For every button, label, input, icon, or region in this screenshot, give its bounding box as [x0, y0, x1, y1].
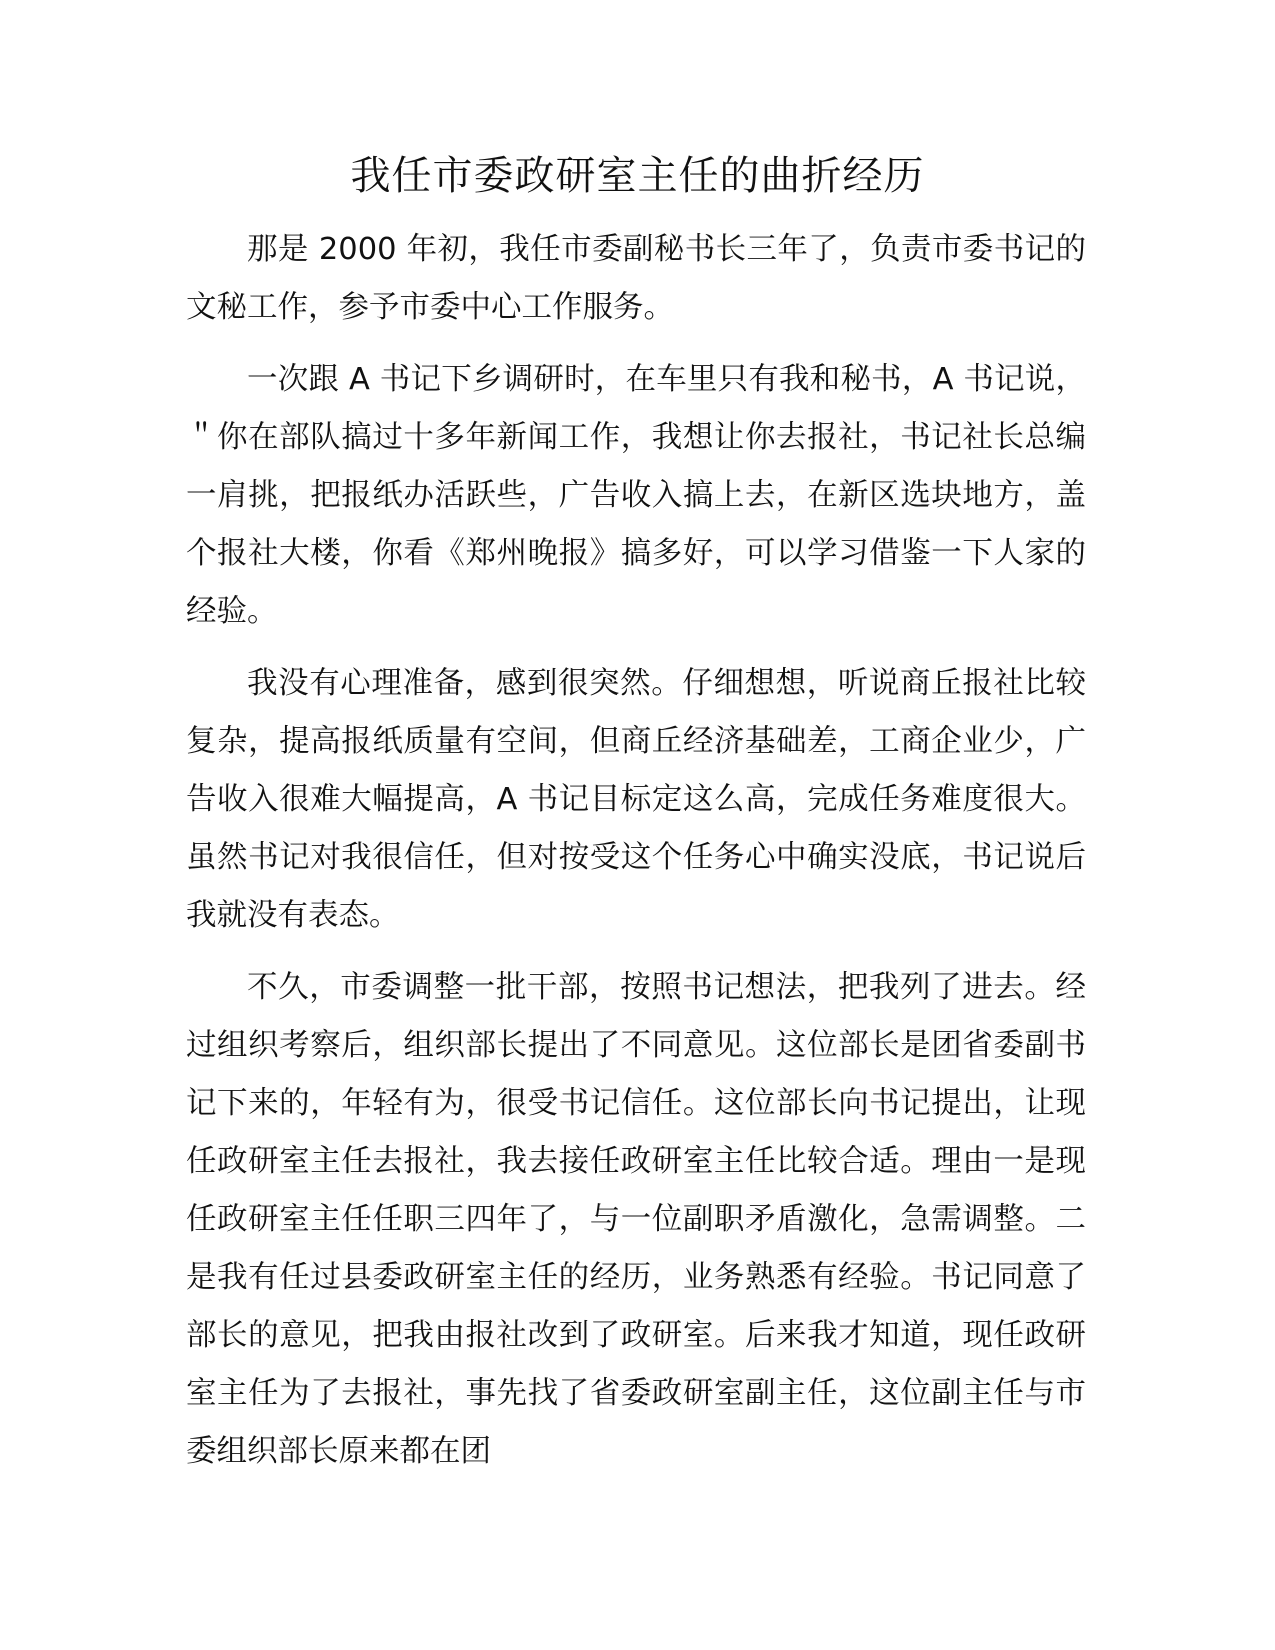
paragraph-1: 那是 2000 年初，我任市委副秘书长三年了，负责市委书记的文秘工作，参予市委中心工作服务。 — [186, 232, 1086, 325]
paragraph-4: 不久，市委调整一批干部，按照书记想法，把我列了进去。经过组织考察后，组织部长提出了不同意见。这位部长是团省委副书记下来的，年轻有为，很受书记信任。这位部长向书记提出，让现任政研室主任去报社，我去接任政研室主任比较合适。理由一是现任政研室主任任职三四年了，与一位副职矛盾激化，急需调整。二是我有任过县委政研室主任的经历，业务熟悉有经验。书记同意了部长的意见，把我由报社改到了政研室。后来我才知道，现任政研室主任为了去报社，事先找了省委政研室副主任，这位副主任与市委组织部长原来都在团 — [186, 970, 1086, 1469]
document-title: 我任市委政研室主任的曲折经历 — [350, 153, 925, 199]
paragraph-2: 一次跟 A 书记下乡调研时，在车里只有我和秘书，A 书记说，＂你在部队搞过十多年新闻工作，我想让你去报社，书记社长总编一肩挑，把报纸办活跃些，广告收入搞上去，在新区选块地方，盖个报社大楼，你看《郑州晚报》搞多好，可以学习借鉴一下人家的经验。 — [186, 362, 1086, 629]
paragraph-3: 我没有心理准备，感到很突然。仔细想想，听说商丘报社比较复杂，提高报纸质量有空间，但商丘经济基础差，工商企业少，广告收入很难大幅提高，A 书记目标定这么高，完成任务难度很大。虽然书记对我很信任，但对按受这个任务心中确实没底，书记说后我就没有表态。 — [186, 666, 1086, 933]
document-body — [186, 221, 1086, 1495]
